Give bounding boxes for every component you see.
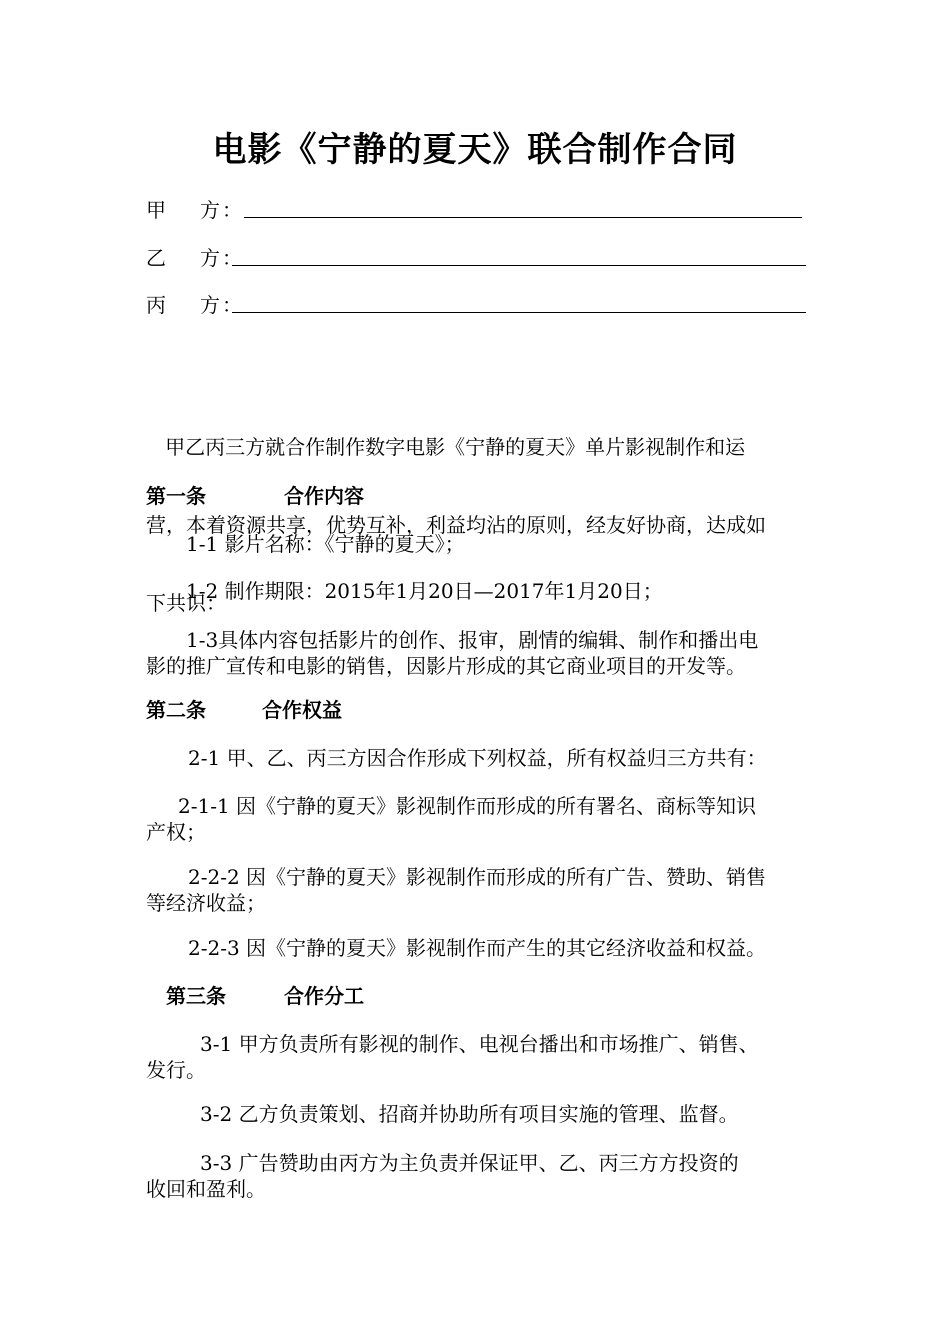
- clause-line: 2-1-1 因《宁静的夏天》影视制作而形成的所有署名、商标等知识: [178, 794, 757, 818]
- clause-line: 发行。: [146, 1058, 206, 1082]
- clause-2-1: [188, 745, 818, 771]
- clause-line: 2-2-3 因《宁静的夏天》影视制作而产生的其它经济收益和权益。: [188, 936, 767, 960]
- intro-line: 营，本着资源共享，优势互补，利益均沾的原则，经友好协商，达成如: [146, 513, 766, 537]
- article-1-number: 第一条: [146, 484, 206, 508]
- article-2-title: 合作权益: [262, 698, 342, 722]
- article-3-heading: [166, 983, 466, 1009]
- article-1-heading: [146, 483, 446, 509]
- party-c-row: [146, 290, 810, 320]
- clause-2-2-2: [146, 864, 814, 916]
- clause-line: 收回和盈利。: [146, 1177, 266, 1201]
- clause-2-1-1: [146, 793, 814, 845]
- clause-line: 等经济收益；: [146, 891, 266, 915]
- document-title: 电影《宁静的夏天》联合制作合同: [212, 130, 738, 170]
- clause-3-1: [146, 1031, 814, 1083]
- clause-line: 2-1 甲、乙、丙三方因合作形成下列权益，所有权益归三方共有：: [188, 746, 767, 770]
- clause-line: 3-3 广告赞助由丙方为主负责并保证甲、乙、丙三方方投资的: [200, 1151, 739, 1175]
- party-a-row: [146, 195, 806, 225]
- intro-paragraph: [146, 382, 814, 668]
- party-b-colon: ：: [222, 246, 242, 270]
- clause-line: 3-2 乙方负责策划、招商并协助所有项目实施的管理、监督。: [200, 1102, 739, 1126]
- party-b-blank-line: [232, 265, 806, 266]
- clause-line: 2-2-2 因《宁静的夏天》影视制作而形成的所有广告、赞助、销售: [188, 865, 767, 889]
- clause-line: 产权；: [146, 820, 206, 844]
- clause-3-3: [146, 1150, 814, 1202]
- party-a-blank-line: [244, 217, 802, 218]
- clause-line: 1-3具体内容包括影片的创作、报审，剧情的编辑、制作和播出电: [186, 628, 759, 652]
- party-a-colon: ：: [222, 198, 242, 222]
- article-2-number: 第二条: [146, 698, 206, 722]
- clause-1-1: [186, 531, 814, 557]
- clause-line: 1-1 影片名称：《宁静的夏天》；: [186, 532, 465, 556]
- party-c-colon: ：: [222, 293, 242, 317]
- party-b-label: 乙: [146, 246, 166, 270]
- intro-line: 甲乙丙三方就合作制作数字电影《宁静的夏天》单片影视制作和运: [146, 435, 746, 459]
- article-2-heading: [146, 697, 446, 723]
- article-3-number: 第三条: [166, 984, 226, 1008]
- intro-line: 下共识：: [146, 591, 226, 615]
- party-c-label-suffix: 方: [200, 293, 220, 317]
- party-c-blank-line: [232, 312, 806, 313]
- clause-3-2: [200, 1101, 820, 1127]
- clause-line: 1-2 制作期限：2015年1月20日—2017年1月20日；: [186, 579, 663, 603]
- clause-line: 3-1 甲方负责所有影视的制作、电视台播出和市场推广、销售、: [200, 1032, 759, 1056]
- party-a-label: 甲: [146, 198, 166, 222]
- article-1-title: 合作内容: [284, 484, 364, 508]
- clause-line: 影的推广宣传和电影的销售，因影片形成的其它商业项目的开发等。: [146, 654, 746, 678]
- clause-2-2-3: [188, 935, 828, 961]
- party-a-label-suffix: 方: [200, 198, 220, 222]
- clause-1-3: [146, 627, 814, 679]
- party-b-row: [146, 243, 810, 273]
- party-c-label: 丙: [146, 293, 166, 317]
- article-3-title: 合作分工: [284, 984, 364, 1008]
- clause-1-2: [186, 578, 814, 604]
- party-b-label-suffix: 方: [200, 246, 220, 270]
